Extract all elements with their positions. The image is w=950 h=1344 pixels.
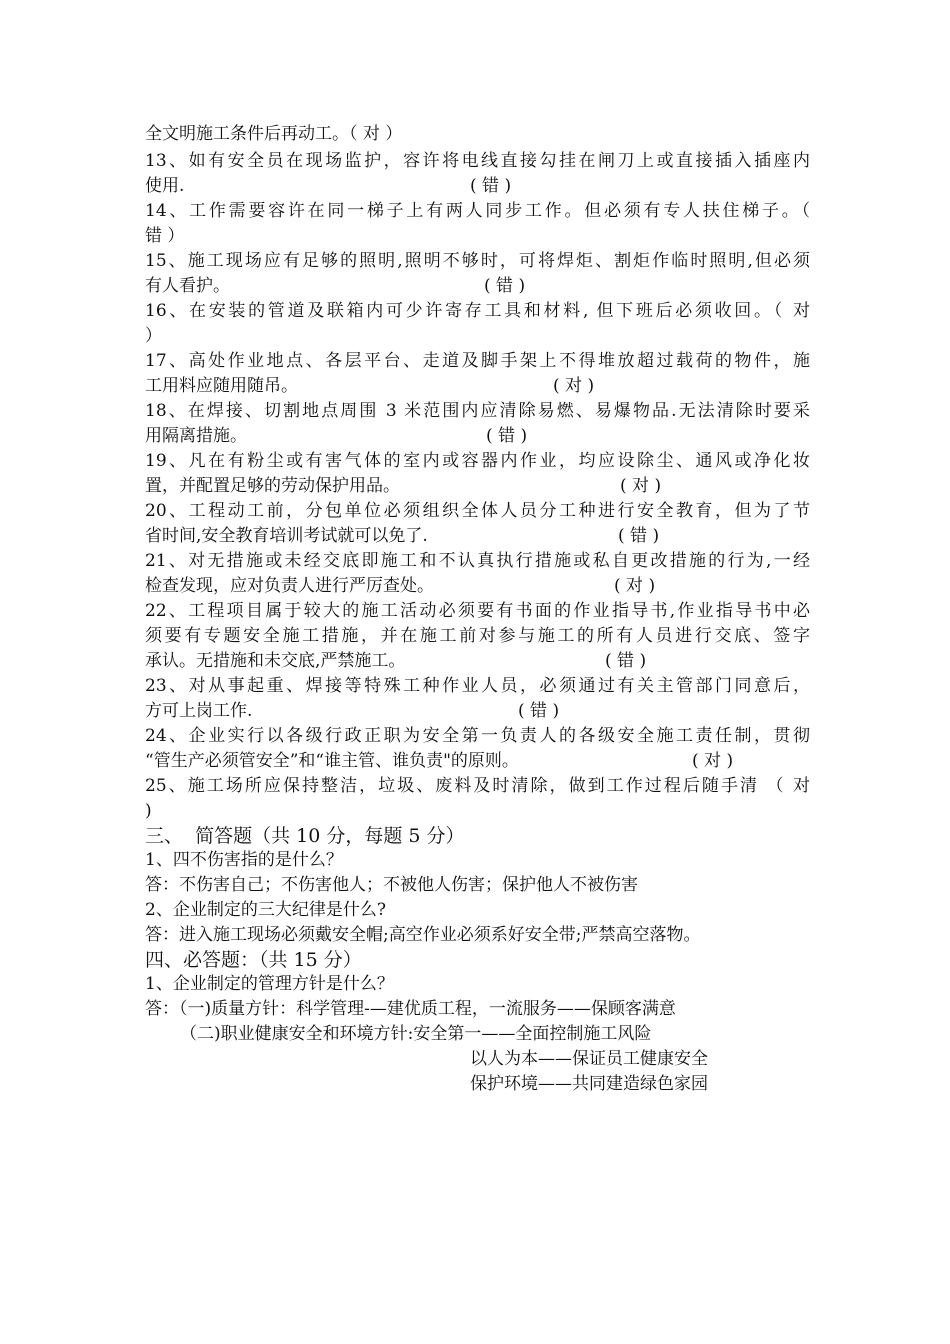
tf-item-21-answer: ( 对 )	[614, 576, 656, 596]
tf-item-14-line1: 14、工作需要容许在同一梯子上有两人同步工作。但必须有专人扶住梯子。（	[145, 201, 810, 221]
tf-item-18-answer: ( 错 )	[486, 426, 528, 446]
tf-item-20-line1: 20、工程动工前，分包单位必须组织全体人员分工种进行安全教育，但为了节	[145, 501, 810, 521]
tf-item-21-line1: 21、对无措施或未经交底即施工和不认真执行措施或私自更改措施的行为,一经	[145, 551, 810, 571]
section4-answer-line-4: 保护环境——共同建造绿色家园	[470, 1074, 708, 1094]
tf-item-18-line1: 18、在焊接、切割地点周围 3 米范围内应清除易燃、易爆物品.无法清除时要采	[145, 401, 810, 421]
tf-item-13-line1: 13、如有安全员在现场监护，容许将电线直接勾挂在闸刀上或直接插入插座内	[145, 151, 810, 171]
tf-item-20-answer: ( 错 )	[618, 526, 660, 546]
tf-item-19-answer: ( 对 )	[620, 476, 662, 496]
tf-item-22-answer: ( 错 )	[605, 651, 647, 671]
tf-item-17-line2: 工用料应随用随吊。	[145, 376, 298, 396]
tf-item-25-line1: 25、施工场所应保持整洁，垃圾、废料及时清除，做到工作过程后随手清 （ 对	[145, 776, 810, 796]
tf-item-15-answer: ( 错 )	[484, 276, 526, 296]
tf-item-12-tail: 全文明施工条件后再动工。（ 对 ）	[145, 124, 403, 144]
tf-item-14-line2: 错 ）	[145, 226, 185, 246]
tf-item-13-answer: ( 错 )	[470, 176, 512, 196]
tf-item-24-answer: ( 对 )	[692, 751, 734, 771]
tf-item-22-line1: 22、工程项目属于较大的施工活动必须要有书面的作业指导书,作业指导书中必	[145, 601, 810, 621]
section4-answer-line-3: 以人为本——保证员工健康安全	[470, 1049, 708, 1069]
tf-item-19-line2: 置，并配置足够的劳动保护用品。	[145, 476, 400, 496]
tf-item-13-line2: 使用.	[145, 176, 185, 196]
section3-heading: 三、 简答题（共 10 分，每题 5 分）	[145, 825, 465, 847]
tf-item-20-line2: 省时间,安全教育培训考试就可以免了.	[145, 526, 428, 546]
section4-answer-line-1: 答：（一)质量方针：科学管理-—建优质工程，一流服务——保顾客满意	[145, 999, 676, 1019]
tf-item-17-line1: 17、高处作业地点、各层平台、走道及脚手架上不得堆放超过载荷的物件，施	[145, 351, 810, 371]
tf-item-15-line2: 有人看护。	[145, 276, 230, 296]
section3-answer-1: 答：不伤害自己；不伤害他人；不被他人伤害；保护他人不被伤害	[145, 875, 638, 895]
section4-heading: 四、必答题：（共 15 分）	[145, 949, 362, 971]
tf-item-24-line1: 24、企业实行以各级行政正职为安全第一负责人的各级安全施工责任制，贯彻	[145, 726, 810, 746]
tf-item-22-line2: 须要有专题安全施工措施，并在施工前对参与施工的所有人员进行交底、签字	[145, 626, 810, 646]
tf-item-21-line2: 检查发现，应对负责人进行严厉查处。	[145, 576, 434, 596]
tf-item-23-line1: 23、对从事起重、焊接等特殊工种作业人员，必须通过有关主管部门同意后，	[145, 676, 810, 696]
tf-item-16-line2: ）	[145, 326, 162, 346]
tf-item-23-line2: 方可上岗工作.	[145, 701, 253, 721]
tf-item-24-line2: “管生产必须管安全”和“谁主管、谁负责"的原则。	[145, 751, 519, 771]
tf-item-19-line1: 19、凡在有粉尘或有害气体的室内或容器内作业，均应设除尘、通风或净化妆	[145, 451, 810, 471]
tf-item-16-line1: 16、在安装的管道及联箱内可少许寄存工具和材料, 但下班后必须收回。（ 对	[145, 301, 810, 321]
tf-item-23-answer: ( 错 )	[518, 701, 560, 721]
section3-answer-2: 答：进入施工现场必须戴安全帽;高空作业必须系好安全带;严禁高空落物。	[145, 925, 701, 945]
section3-question-2: 2、企业制定的三大纪律是什么?	[145, 900, 386, 920]
tf-item-18-line2: 用隔离措施。	[145, 426, 247, 446]
tf-item-15-line1: 15、施工现场应有足够的照明,照明不够时，可将焊炬、割炬作临时照明,但必须	[145, 251, 810, 271]
tf-item-25-line2: )	[145, 801, 152, 821]
section3-question-1: 1、四不伤害指的是什么？	[145, 850, 343, 870]
tf-item-22-line3: 承认。无措施和未交底,严禁施工。	[145, 651, 406, 671]
tf-item-17-answer: ( 对 )	[553, 376, 595, 396]
section4-answer-line-2: （二)职业健康安全和环境方针:安全第一——全面控制施工风险	[180, 1024, 652, 1044]
section4-question-1: 1、企业制定的管理方针是什么？	[145, 974, 394, 994]
